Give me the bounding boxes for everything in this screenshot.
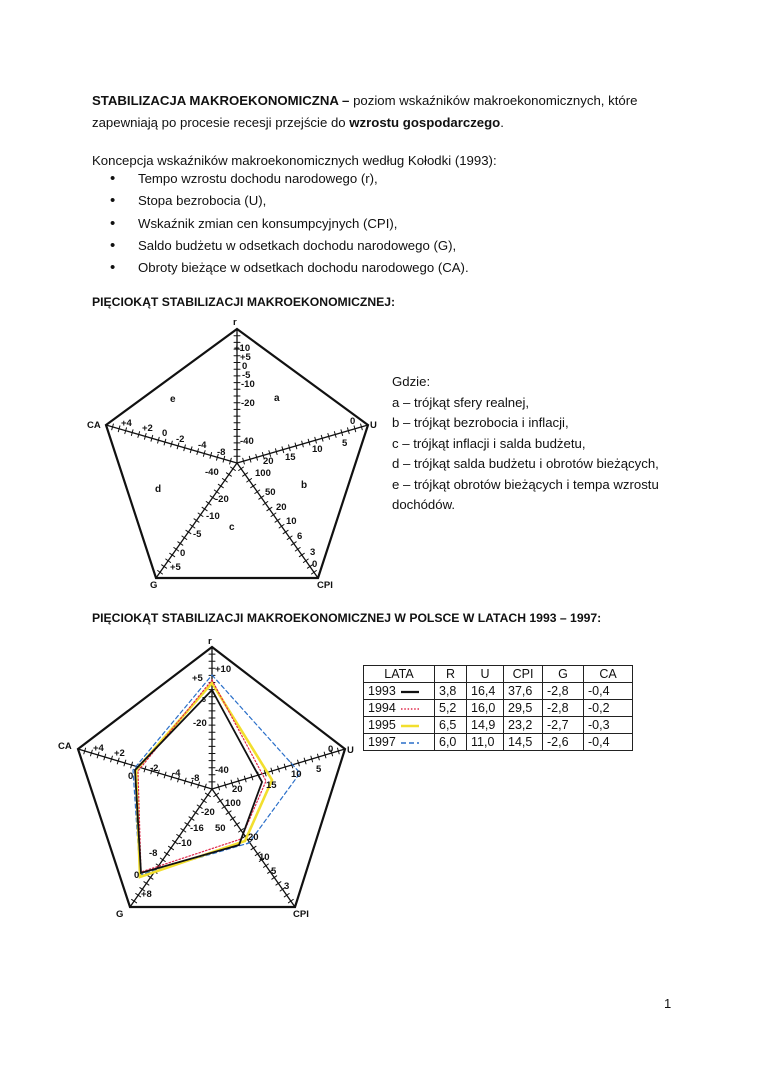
tick-label: 20 [232,784,243,795]
axis-tick [182,536,187,540]
axis-tick [198,513,203,517]
region-label-b: b [301,480,308,491]
axis-tick [271,513,276,517]
list-item: • Wskaźnik zmian cen konsumpcyjnych (CPI), [110,213,469,235]
list-item: • Stopa bezrobocia (U), [110,190,469,212]
year-cell [364,700,435,717]
tick-label: 5 [202,697,206,704]
vertex-label-cpi: CPI [317,580,333,591]
axis-tick [148,876,153,879]
region-label-c: c [229,522,235,533]
table-row [364,700,633,717]
table-header-cell: U [467,666,504,683]
table-header-row [364,666,633,683]
tick-label: 10 [286,516,297,527]
tick-label: 0 [128,771,134,782]
axis-tick [181,829,186,832]
tick-label: 0 [162,428,168,439]
axis-tick [160,858,165,861]
table-header-cell: R [435,666,467,683]
axis-tick [226,473,231,476]
tick-label: 100 [255,468,271,479]
axis-tick [247,479,252,483]
year-cell [364,717,435,734]
axis-tick [218,484,223,487]
axis-tick [214,490,219,494]
axis-tick [275,519,280,522]
tick-label: -10 [178,838,192,849]
tick-label: 15 [266,780,277,791]
legend-swatch-1994 [400,706,420,712]
axis-tick [170,553,175,556]
year-label: 1997 [368,735,396,749]
axis-tick [259,496,264,499]
tick-label: -40 [240,436,254,447]
page-number: 1 [664,996,672,1011]
legend-swatch-1997 [400,740,420,746]
axis-tick [284,894,289,897]
vertex-label-r: r [208,636,212,647]
tick-label: 50 [265,487,276,498]
axis-tick [291,542,296,545]
table-cell: -0,4 [584,683,633,700]
axis-tick [295,548,300,552]
data-table [363,665,633,751]
legend-item: e – trójkąt obrotów bieżących i tempa wzrostu [392,476,659,492]
tick-label: +5 [170,562,181,573]
year-label: 1993 [368,684,396,698]
tick-label: 20 [248,832,259,843]
tick-label: 0 [180,548,186,559]
table-cell: 37,6 [504,683,543,700]
tick-label: 50 [215,823,226,834]
tick-label: +5 [192,673,203,684]
list-item: • Obroty bieżące w odsetkach dochodu narodowego (CA). [110,257,469,279]
axis-tick [136,894,141,897]
tick-label: -5 [193,529,202,540]
pentagon-diagram-1 [87,317,377,591]
tick-label: +10 [215,664,232,675]
tick-label: -10 [241,379,255,390]
tick-label: -40 [215,765,229,776]
tick-label: 0 [350,416,356,427]
table-cell: 6,5 [435,717,467,734]
axis-tick [243,473,248,476]
table-header-cell: CPI [504,666,543,683]
axis-tick [239,829,244,832]
tick-label: +4 [121,418,132,429]
table-header-cell: LATA [364,666,435,683]
legend-title: Gdzie: [392,374,431,389]
tick-label: 0 [312,559,318,570]
section-heading-poland: PIĘCIOKĄT STABILIZACJI MAKROEKONOMICZNEJ W POLSCE W LATACH 1993 – 1997: [92,611,602,625]
table-cell: -2,8 [543,700,584,717]
tick-label: 10 [259,852,270,863]
tick-label: +4 [93,743,104,754]
axis-tick [222,479,227,483]
table-cell: 23,2 [504,717,543,734]
axis-tick [234,823,239,826]
axis-tick [205,793,210,796]
axis-tick [267,507,272,510]
tick-label: -2 [150,763,159,774]
tick-label: 6 [297,531,303,542]
axis-tick [174,548,179,552]
vertex-label-ca: CA [58,741,72,752]
legend-item: d – trójkąt salda budżetu i obrotów bieżących, [392,456,659,471]
axis-tick [201,799,206,802]
axis-tick [158,571,163,575]
tick-label: -4 [198,440,207,451]
list-item: • Saldo budżetu w odsetkach dochodu narodowego (G), [110,235,469,257]
tick-label: 0 [134,870,140,881]
definition-term: STABILIZACJA MAKROEKONOMICZNA – [92,93,350,108]
definition-bold: wzrostu gospodarczego [349,115,501,130]
table-row [364,683,633,700]
tick-label: +2 [114,748,125,759]
vertex-label-cpi: CPI [293,909,309,920]
vertex-label-u: U [370,420,377,431]
axis-tick [251,484,256,487]
tick-label: -8 [191,773,200,784]
legend-item: c – trójkąt inflacji i salda budżetu, [392,435,586,451]
axis-tick [264,864,269,867]
table-cell: 14,5 [504,734,543,751]
axis-tick [276,882,281,885]
axis-tick [251,846,256,849]
table-cell: 14,9 [467,717,504,734]
axis-tick [190,525,195,529]
axis-tick [255,490,260,494]
year-cell [364,734,435,751]
legend-item: a – trójkąt sfery realnej, [392,394,530,410]
tick-label: -8 [217,447,226,458]
tick-label: 5 [342,438,348,449]
tick-label: 15 [285,452,296,463]
tick-label: -40 [205,467,219,478]
vertex-label-g: G [116,909,124,920]
table-row [364,717,633,734]
tick-label: -4 [172,768,181,779]
table-cell: 6,0 [435,734,467,751]
axis-tick [288,899,293,902]
tick-label: 10 [312,444,323,455]
definition-end: . [500,115,504,130]
tick-label: +8 [141,889,152,900]
legend-swatch-1993 [400,689,420,695]
list-item: • Tempo wzrostu dochodu narodowego (r), [110,168,469,190]
legend-swatch-1995 [400,723,420,729]
region-label-a: a [274,393,280,404]
tick-label: 100 [225,798,241,809]
tick-label: +5 [240,352,251,363]
axis-tick [162,565,167,568]
axis-tick [283,530,288,533]
tick-label: -20 [215,494,229,505]
pentagon-diagram-2 [58,636,354,920]
axis-tick [287,536,292,540]
axis-tick [144,882,149,885]
axis-tick [132,899,137,902]
year-label: 1994 [368,701,396,715]
axis-tick [194,519,199,522]
table-cell: 29,5 [504,700,543,717]
axis-tick [263,502,268,506]
tick-label: 10 [291,769,302,780]
axis-tick [193,811,198,814]
axis-tick [218,799,223,802]
table-header-cell: CA [584,666,633,683]
axis-tick [303,559,308,563]
vertex-label-u: U [347,745,354,756]
tick-label: 3 [310,547,316,558]
table-cell: 3,8 [435,683,467,700]
legend-item: dochódów. [392,497,456,512]
year-cell [364,683,435,700]
region-label-d: d [155,484,162,495]
table-cell: -2,7 [543,717,584,734]
definition-text: poziom wskaźników makroekonomicznych, które zapewniają po procesie recesji przejście do [92,93,638,130]
table-cell: 11,0 [467,734,504,751]
table-cell: 16,4 [467,683,504,700]
section-heading-pentagon: PIĘCIOKĄT STABILIZACJI MAKROEKONOMICZNEJ: [92,295,396,309]
tick-label: 5 [271,866,277,877]
axis-tick [231,467,236,471]
axis-tick [189,817,194,820]
tick-label: +10 [234,343,251,354]
axis-tick [186,530,191,533]
concept-intro: Koncepcja wskaźników makroekonomicznych według Kołodki (1993): [92,153,497,168]
vertex-label-ca: CA [87,420,101,431]
tick-label: 0 [242,361,248,372]
tick-label: -10 [206,511,220,522]
axis-tick [239,467,244,471]
tick-label: -2 [176,434,185,445]
table-header-cell: G [543,666,584,683]
legend-item: b – trójkąt bezrobocia i inflacji, [392,415,569,430]
tick-label: 5 [316,764,322,775]
axis-tick [178,542,183,545]
axis-tick [299,553,304,556]
tick-label: 20 [276,502,287,513]
axis-tick [173,840,178,843]
axis-tick [169,846,174,849]
axis-tick [206,502,211,506]
region-label-e: e [170,394,176,405]
tick-label: -20 [241,398,255,409]
table-cell: 16,0 [467,700,504,717]
table-cell: -2,8 [543,683,584,700]
table-cell: -0,2 [584,700,633,717]
vertex-label-r: r [233,317,237,328]
table-cell: -0,3 [584,717,633,734]
table-cell: -0,4 [584,734,633,751]
tick-label: -20 [201,807,215,818]
tick-label: 0 [328,744,334,755]
tick-label: -20 [193,718,207,729]
vertex-label-g: G [150,580,158,591]
table-cell: -2,6 [543,734,584,751]
axis-tick [312,571,317,575]
tick-label: +2 [142,423,153,434]
tick-label: 20 [263,456,274,467]
table-cell: 5,2 [435,700,467,717]
tick-label: -5 [242,370,251,381]
axis-tick [279,525,284,529]
tick-label: -16 [190,823,204,834]
axis-tick [164,852,169,855]
tick-label: -8 [149,848,158,859]
year-label: 1995 [368,718,396,732]
axis-tick [226,811,231,814]
axis-tick [214,793,219,796]
tick-label: 3 [284,881,290,892]
axis-tick [230,817,235,820]
table-row [364,734,633,751]
